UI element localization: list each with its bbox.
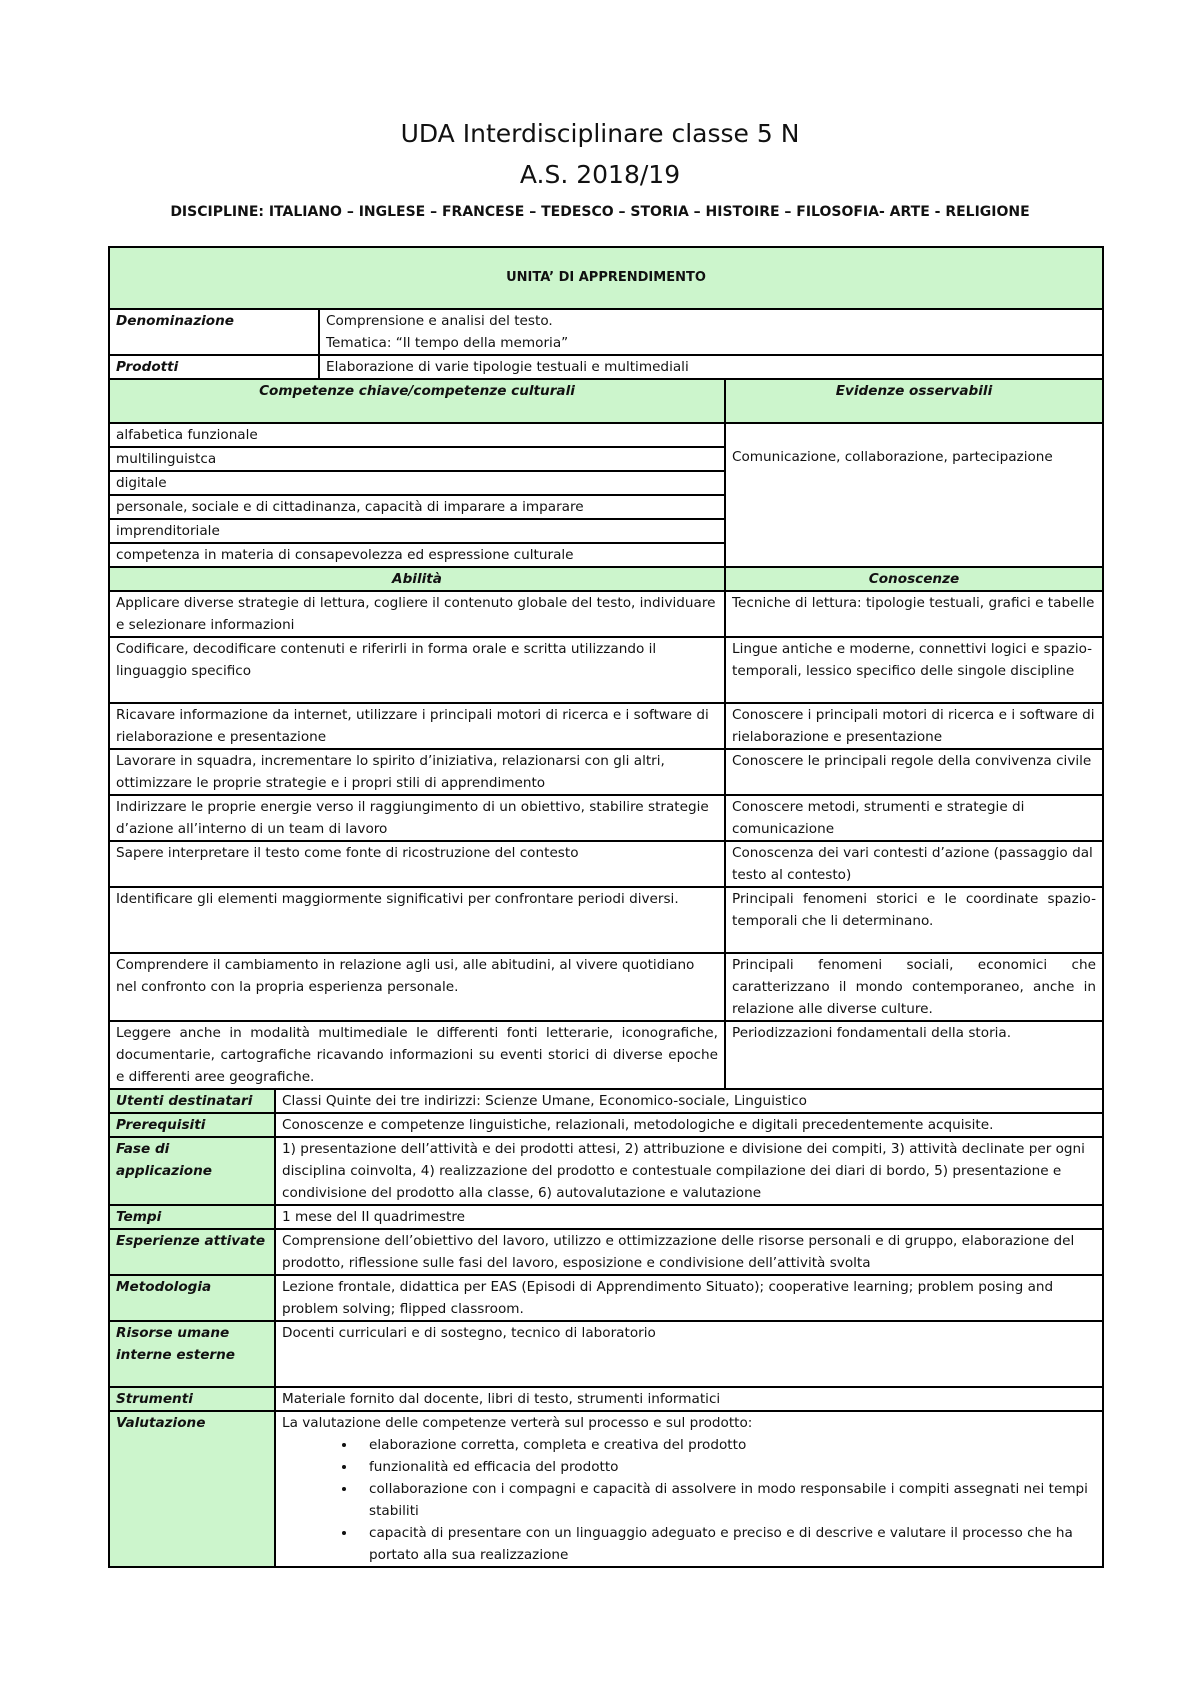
conoscenze-cell: Principali fenomeni storici e le coordinate spazio-temporali che li determinano. (725, 887, 1103, 953)
competenza-item: competenza in materia di consapevolezza ed espressione culturale (109, 543, 725, 567)
prerequisiti-value: Conoscenze e competenze linguistiche, relazionali, metodologiche e digitali precedentemente acquisite. (275, 1113, 1103, 1137)
abilita-cell: Leggere anche in modalità multimediale le differenti fonti letterarie, iconografiche, documentarie, cartografiche ricavando informazioni su eventi storici di diverse epoche e differenti aree geografiche. (109, 1021, 725, 1089)
conoscenze-cell: Lingue antiche e moderne, connettivi logici e spazio-temporali, lessico specifico delle singole discipline (725, 637, 1103, 703)
denominazione-line-2: Tematica: “Il tempo della memoria” (326, 335, 569, 351)
document-title: UDA Interdisciplinare classe 5 N (400, 119, 800, 148)
conoscenze-cell: Conoscere i principali motori di ricerca e i software di rielaborazione e presentazione (725, 703, 1103, 749)
abilita-cell: Lavorare in squadra, incrementare lo spirito d’iniziativa, relazionarsi con gli altri, ottimizzare le proprie strategie e i propri stili di apprendimento (109, 749, 725, 795)
strumenti-value: Materiale fornito dal docente, libri di testo, strumenti informatici (275, 1387, 1103, 1411)
fase-label: Fase di applicazione (109, 1137, 275, 1205)
strumenti-label: Strumenti (109, 1387, 275, 1411)
unit-title: UNITA’ DI APPRENDIMENTO (109, 247, 1103, 309)
competenza-item: multilinguistca (109, 447, 725, 471)
evidenze-value: Comunicazione, collaborazione, partecipazione (725, 423, 1103, 567)
valutazione-label: Valutazione (109, 1411, 275, 1567)
esperienze-label: Esperienze attivate (109, 1229, 275, 1275)
conoscenze-cell: Conoscenza dei vari contesti d’azione (passaggio dal testo al contesto) (725, 841, 1103, 887)
valutazione-item: • funzionalità ed efficacia del prodotto (357, 1456, 1096, 1478)
abilita-cell: Sapere interpretare il testo come fonte di ricostruzione del contesto (109, 841, 725, 887)
conoscenze-cell: Principali fenomeni sociali, economici che caratterizzano il mondo contemporaneo, anche in relazione alle diverse culture. (725, 953, 1103, 1021)
competenze-header: Competenze chiave/competenze culturali (109, 379, 725, 423)
competenza-item: digitale (109, 471, 725, 495)
abilita-cell: Ricavare informazione da internet, utilizzare i principali motori di ricerca e i software di rielaborazione e presentazione (109, 703, 725, 749)
prerequisiti-label: Prerequisiti (109, 1113, 275, 1137)
metodologia-label: Metodologia (109, 1275, 275, 1321)
utenti-value: Classi Quinte dei tre indirizzi: Scienze Umane, Economico-sociale, Linguistico (275, 1089, 1103, 1113)
competenza-item: personale, sociale e di cittadinanza, capacità di imparare a imparare (109, 495, 725, 519)
abilita-header: Abilità (109, 567, 725, 591)
conoscenze-cell: Conoscere le principali regole della convivenza civile (725, 749, 1103, 795)
prodotti-value: Elaborazione di varie tipologie testuali e multimediali (319, 355, 1103, 379)
school-year: A.S. 2018/19 (519, 160, 681, 189)
conoscenze-cell: Tecniche di lettura: tipologie testuali, grafici e tabelle (725, 591, 1103, 637)
conoscenze-header: Conoscenze (725, 567, 1103, 591)
tempi-label: Tempi (109, 1205, 275, 1229)
esperienze-value: Comprensione dell’obiettivo del lavoro, utilizzo e ottimizzazione delle risorse personali e di gruppo, elaborazione del prodotto, riflessione sulle fasi del lavoro, esposizione e condivisione dell’attività svolta (275, 1229, 1103, 1275)
valutazione-intro: La valutazione delle competenze verterà sul processo e sul prodotto: (282, 1415, 753, 1431)
valutazione-item: • collaborazione con i compagni e capacità di assolvere in modo responsabile i compiti assegnati nei tempi stabiliti (357, 1478, 1096, 1522)
abilita-cell: Indirizzare le proprie energie verso il raggiungimento di un obiettivo, stabilire strategie d’azione all’interno di un team di lavoro (109, 795, 725, 841)
valutazione-list (282, 1434, 1096, 1566)
conoscenze-cell: Conoscere metodi, strumenti e strategie di comunicazione (725, 795, 1103, 841)
valutazione-value (275, 1411, 1103, 1567)
evidenze-header: Evidenze osservabili (725, 379, 1103, 423)
denominazione-value (319, 309, 1103, 355)
tempi-value: 1 mese del II quadrimestre (275, 1205, 1103, 1229)
uda-table (108, 246, 1104, 1568)
abilita-cell: Comprendere il cambiamento in relazione agli usi, alle abitudini, al vivere quotidiano nel confronto con la propria esperienza personale. (109, 953, 725, 1021)
risorse-label: Risorse umane interne esterne (109, 1321, 275, 1387)
competenza-item: alfabetica funzionale (109, 423, 725, 447)
prodotti-label: Prodotti (109, 355, 319, 379)
valutazione-item: • elaborazione corretta, completa e creativa del prodotto (357, 1434, 1096, 1456)
abilita-cell: Applicare diverse strategie di lettura, cogliere il contenuto globale del testo, individuare e selezionare informazioni (109, 591, 725, 637)
abilita-cell: Identificare gli elementi maggiormente significativi per confrontare periodi diversi. (109, 887, 725, 953)
document-header (0, 118, 1200, 220)
valutazione-item: • capacità di presentare con un linguaggio adeguato e preciso e di descrive e valutare il processo che ha portato alla sua realizzazione (357, 1522, 1096, 1566)
risorse-value: Docenti curriculari e di sostegno, tecnico di laboratorio (275, 1321, 1103, 1387)
competenza-item: imprenditoriale (109, 519, 725, 543)
fase-value: 1) presentazione dell’attività e dei prodotti attesi, 2) attribuzione e divisione dei compiti, 3) attività declinate per ogni disciplina coinvolta, 4) realizzazione del prodotto e contestuale compilazione dei diari di bordo, 5) presentazione e condivisione del prodotto alla classe, 6) autovalutazione e valutazione (275, 1137, 1103, 1205)
utenti-label: Utenti destinatari (109, 1089, 275, 1113)
disciplines-line: DISCIPLINE: ITALIANO – INGLESE – FRANCESE – TEDESCO – STORIA – HISTOIRE – FILOSOFIA- ARTE - RELIGIONE (170, 204, 1030, 220)
abilita-cell: Codificare, decodificare contenuti e riferirli in forma orale e scritta utilizzando il linguaggio specifico (109, 637, 725, 703)
denominazione-label: Denominazione (109, 309, 319, 355)
denominazione-line-1: Comprensione e analisi del testo. (326, 313, 553, 329)
metodologia-value: Lezione frontale, didattica per EAS (Episodi di Apprendimento Situato); cooperative learning; problem posing and problem solving; flipped classroom. (275, 1275, 1103, 1321)
conoscenze-cell: Periodizzazioni fondamentali della storia. (725, 1021, 1103, 1089)
